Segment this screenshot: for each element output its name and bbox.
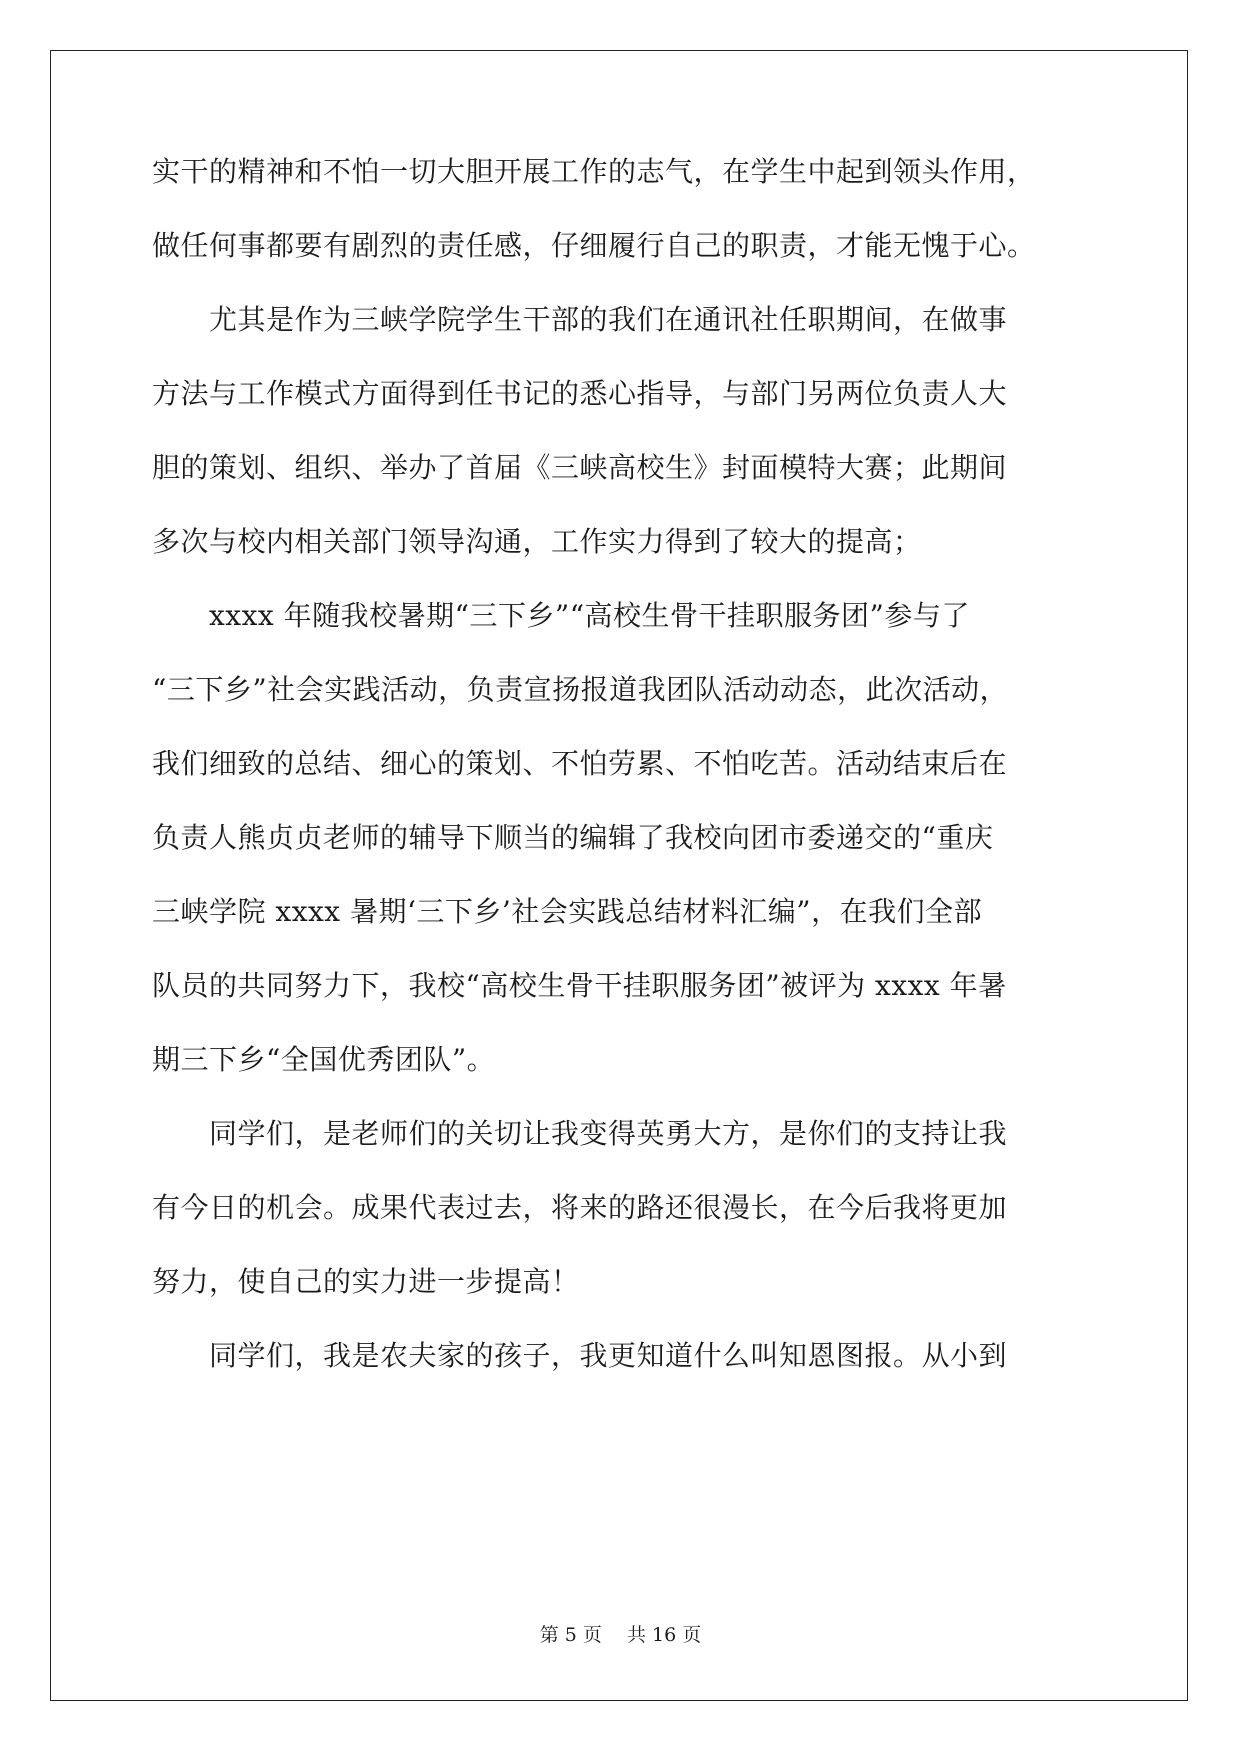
text-line: 尤其是作为三峡学院学生干部的我们在通讯社任职期间，在做事 — [152, 303, 1008, 336]
text-line: “三下乡”社会实践活动，负责宣扬报道我团队活动动态，此次活动， — [152, 673, 1009, 706]
text-line: xxxx 年随我校暑期“三下乡”“高校生骨干挂职服务团”参与了 — [152, 599, 970, 632]
text-line: 多次与校内相关部门领导沟通，工作实力得到了较大的提高； — [152, 525, 922, 558]
text-line: 三峡学院 xxxx 暑期‘三下乡’社会实践总结材料汇编”，在我们全部 — [152, 895, 983, 928]
text-line: 期三下乡“全国优秀团队”。 — [152, 1043, 496, 1076]
text-line: 方法与工作模式方面得到任书记的悉心指导，与部门另两位负责人大 — [152, 377, 1008, 410]
text-line: 我们细致的总结、细心的策划、不怕劳累、不怕吃苦。活动结束后在 — [152, 747, 1008, 780]
text-line: 胆的策划、组织、举办了首届《三峡高校生》封面模特大赛；此期间 — [152, 451, 1008, 484]
text-line: 队员的共同努力下，我校“高校生骨干挂职服务团”被评为 xxxx 年暑 — [152, 969, 1007, 1002]
page-border — [50, 50, 1188, 1701]
text-line: 努力，使自己的实力进一步提高！ — [152, 1265, 580, 1298]
text-line: 同学们，是老师们的关切让我变得英勇大方，是你们的支持让我 — [152, 1117, 1008, 1150]
text-line: 有今日的机会。成果代表过去，将来的路还很漫长，在今后我将更加 — [152, 1191, 1008, 1224]
text-line: 做任何事都要有剧烈的责任感，仔细履行自己的职责，才能无愧于心。 — [152, 229, 1036, 262]
text-line: 负责人熊贞贞老师的辅导下顺当的编辑了我校向团市委递交的“重庆 — [152, 821, 994, 854]
text-line: 同学们，我是农夫家的孩子，我更知道什么叫知恩图报。从小到 — [152, 1339, 1008, 1372]
text-line: 实干的精神和不怕一切大胆开展工作的志气，在学生中起到领头作用， — [152, 155, 1036, 188]
page-number-footer: 第 5 页 共 16 页 — [539, 1624, 702, 1646]
